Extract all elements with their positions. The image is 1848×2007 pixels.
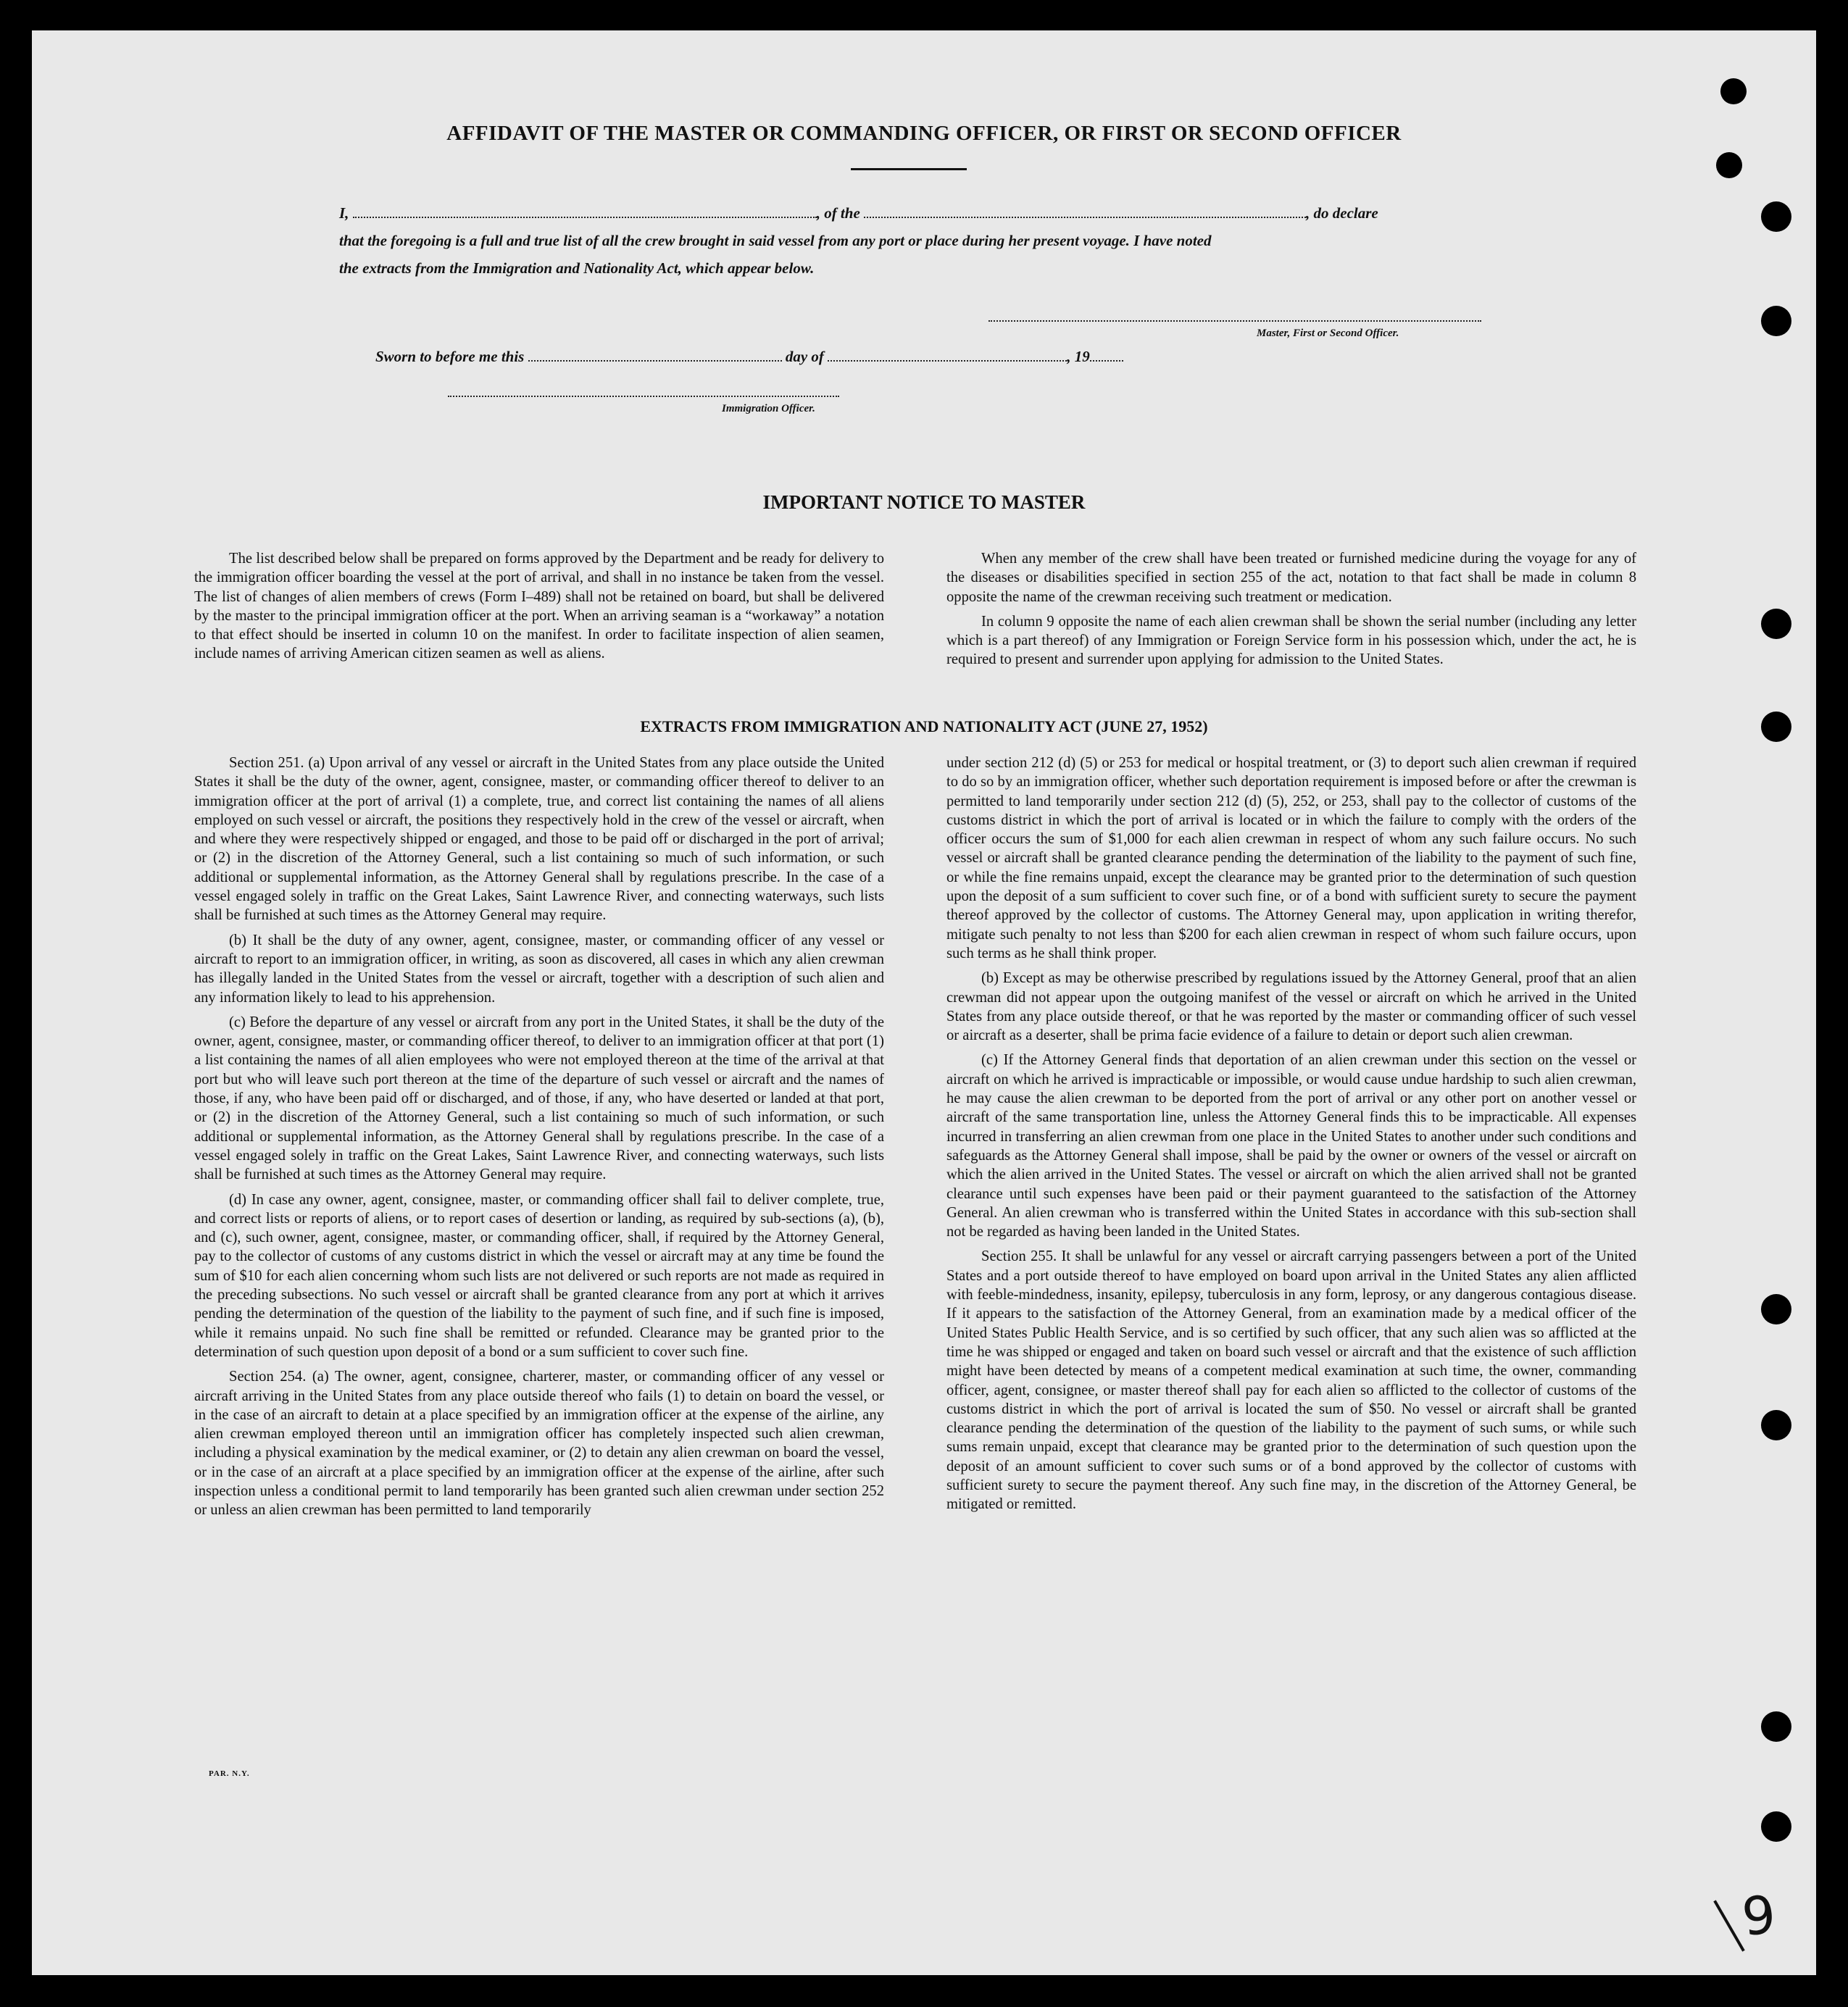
sworn-label: Sworn to before me this bbox=[375, 348, 525, 365]
title-underline bbox=[851, 168, 967, 170]
notice-right-paragraph-1: When any member of the crew shall have been treated or furnished medicine during the voyage for any of the diseases or disabilities specified in section 255 of the act, notation to that fact shall be made in column 8 opposite the name of the crewman receiving such treatment or medication. bbox=[946, 551, 1636, 605]
extracts-left-column bbox=[194, 754, 884, 1520]
notice-left-column bbox=[194, 549, 884, 664]
affidavit-title: AFFIDAVIT OF THE MASTER OR COMMANDING OFFICER, OR FIRST OR SECOND OFFICER bbox=[446, 122, 1402, 145]
section-254-c: (c) If the Attorney General finds that deportation of an alien crewman under this section on the vessel or aircraft on which he arrived is impracticable or impossible, or would cause undue hardship to such alien crewman, he may cause the alien crewman to be deported from the port of arrival or any other port on another vessel or aircraft of the same transportation line, unless the Attorney General finds this to be impracticable. All expenses incurred in transferring an alien crewman from one place in the United States to another under such conditions and safeguards as the Attorney General shall impose, shall be paid by the owner or owners of the vessel or aircraft on which the alien arrived in the United States. The vessel or aircraft on which the alien arrived shall not be granted clearance until such expenses have been paid or their payment guaranteed to the satisfaction of the Attorney General. An alien crewman who is transferred within the United States in accordance with this sub-section shall not be regarded as having been landed in the United States. bbox=[946, 1052, 1636, 1240]
printer-mark: PAR. N.Y. bbox=[209, 1769, 250, 1778]
do-declare-label: , do declare bbox=[1306, 204, 1378, 222]
declaration-line-3: the extracts from the Immigration and Nationality Act, which appear below. bbox=[339, 259, 815, 277]
name-blank[interactable] bbox=[353, 204, 817, 218]
section-251-d: (d) In case any owner, agent, consignee, master, or commanding officer shall fail to deliver complete, true, and correct lists or reports of aliens, or to report cases of desertion or landing, as required by sub-sections (a), (b), and (c), such owner, agent, consignee, master, or commanding officer, shall, if required by the Attorney General, pay to the collector of customs of any customs district in which the vessel or aircraft may at any time be found the sum of $10 for each alien concerning whom such lists are not delivered or such reports are not made as required in the preceding subsections. No such vessel or aircraft shall be granted clearance from any port at which it arrives pending the determination of the question of the liability to the payment of such fine, and if such fine is imposed, while it remains unpaid. No such fine shall be remitted or refunded. Clearance may be granted prior to the determination of such question upon deposit of a bond or a sum sufficient to cover such fine. bbox=[194, 1191, 884, 1360]
punch-hole bbox=[1761, 609, 1791, 639]
sworn-month-blank[interactable] bbox=[828, 347, 1067, 362]
section-251-b: (b) It shall be the duty of any owner, agent, consignee, master, or commanding officer of any vessel or aircraft to report to an immigration officer, in writing, as soon as discovered, all cases in which any alien crewman has illegally landed in the United States from the vessel or aircraft, together with a description of such alien and any information likely to lead to his apprehension. bbox=[194, 932, 884, 1006]
punch-hole bbox=[1761, 1711, 1791, 1742]
punch-hole bbox=[1716, 152, 1742, 178]
signature-label: Master, First or Second Officer. bbox=[1257, 327, 1399, 339]
punch-hole bbox=[1761, 1811, 1791, 1842]
notice-title: IMPORTANT NOTICE TO MASTER bbox=[762, 491, 1086, 513]
declare-i-label: I, bbox=[339, 204, 349, 222]
handwritten-page-mark: 9 bbox=[1739, 1883, 1779, 1948]
section-254-a-continued: under section 212 (d) (5) or 253 for medical or hospital treatment, or (3) to deport such alien crewman if required to do so by an immigration officer, whether such deportation requirement is imposed before or after the crewman is permitted to land temporarily under section 212 (d) (5), 252, or 253, shall pay to the collector of customs of the customs district in which the port of arrival is located or in which the failure to comply with the orders of the officer occurs the sum of $1,000 for each alien crewman in respect of whom any such failure occurs. No such vessel or aircraft shall be granted clearance pending the determination of the liability to the payment of such fine, or while the fine remains unpaid, except the clearance may be granted prior to the determination of such question upon the deposit of a sum sufficient to cover such fine, or of a bond with sufficient surety to secure the payment thereof approved by the collector of customs. The Attorney General may, upon application in writing therefor, mitigate such penalty to not less than $200 for each alien crewman in respect of whom such failure occurs, upon such terms as he shall think proper. bbox=[946, 755, 1636, 961]
punch-hole bbox=[1761, 712, 1791, 742]
extracts-right-column bbox=[946, 754, 1636, 1514]
punch-hole bbox=[1720, 78, 1747, 104]
punch-hole bbox=[1761, 306, 1791, 336]
declaration-line-1 bbox=[339, 200, 1513, 227]
section-254-a: Section 254. (a) The owner, agent, consignee, charterer, master, or commanding officer of any vessel or aircraft arriving in the United States from any place outside thereof who fails (1) to detain on board the vessel, or in the case of an aircraft to detain at a place specified by an immigration officer at the expense of the airline, any alien crewman employed thereon until an immigration officer has completely inspected such alien crewman, including a physical examination by the medical examiner, or (2) to detain any alien crewman on board the vessel, or in the case of an aircraft at a place specified by an immigration officer at the expense of the airline, after such inspection unless a conditional permit to land temporarily has been granted such alien crewman under section 252 or unless an alien crewman has been permitted to land temporarily bbox=[194, 1369, 884, 1519]
notice-right-paragraph-2: In column 9 opposite the name of each alien crewman shall be shown the serial number (including any letter which is a part thereof) of any Immigration or Foreign Service form in his possession which, under the act, he is required to present and surrender upon applying for admission to the United States. bbox=[946, 613, 1636, 668]
declaration-line-2: that the foregoing is a full and true list of all the crew brought in said vessel from any port or place during her present voyage. I have noted bbox=[339, 232, 1212, 249]
section-251-c: (c) Before the departure of any vessel or aircraft from any port in the United States, it shall be the duty of the owner, agent, consignee, master, or commanding officer thereof, to deliver to an immigration officer at that port (1) a list containing the names of all alien employees who were not employed thereon at the time of the arrival at that port but who will leave such port thereon at the time of the departure of such vessel or aircraft and the names of those, if any, who have been paid off or discharged, and of those, if any, who have deserted or landed at that port, or (2) in the discretion of the Attorney General, such a list containing so much of such information, or such additional or supplemental information, as the Attorney General shall by regulations prescribe. In the case of a vessel engaged solely in traffic on the Great Lakes, Saint Lawrence River, and connecting waterways, such lists shall be furnished at such times as the Attorney General may require. bbox=[194, 1014, 884, 1183]
officer-signature-blank[interactable] bbox=[448, 396, 839, 397]
notice-left-paragraph: The list described below shall be prepared on forms approved by the Department and be ready for delivery to the immigration officer boarding the vessel at the port of arrival, and shall in no instance be taken from the vessel. The list of changes of alien members of crews (Form I–489) shall not be retained on board, but shall be delivered by the master to the principal immigration officer at the port. When an arriving seaman is a “workaway” a notation to that effect should be inserted in column 10 on the manifest. In order to facilitate inspection of alien seamen, include names of arriving American citizen seamen as well as aliens. bbox=[194, 551, 884, 662]
punch-hole bbox=[1761, 1410, 1791, 1440]
vessel-blank[interactable] bbox=[864, 204, 1306, 218]
year-label: , 19 bbox=[1067, 348, 1090, 365]
punch-hole bbox=[1761, 1294, 1791, 1324]
section-251-a: Section 251. (a) Upon arrival of any vessel or aircraft in the United States from any place outside the United States it shall be the duty of the owner, agent, consignee, master, or commanding officer thereof to deliver to an immigration officer at the port of arrival (1) a complete, true, and correct list containing the names of all aliens employed on such vessel or aircraft, the positions they respectively hold in the crew of the vessel or aircraft, when and where they were respectively shipped or engaged, and those to be paid off or discharged in the port of arrival; or (2) in the discretion of the Attorney General, such a list containing so much of such information, or such additional or supplemental information, as the Attorney General shall by regulations prescribe. In the case of a vessel engaged solely in traffic on the Great Lakes, Saint Lawrence River, and connecting waterways, such lists shall be furnished at such times as the Attorney General may require. bbox=[194, 755, 884, 924]
punch-hole bbox=[1761, 201, 1791, 232]
handwritten-stroke bbox=[1713, 1900, 1744, 1951]
section-255: Section 255. It shall be unlawful for any vessel or aircraft carrying passengers between a port of the United States and a port outside thereof to have employed on board upon arrival in the United States any alien afflicted with feeble-mindedness, insanity, epilepsy, tuberculosis in any form, leprosy, or any dangerous contagious disease. If it appears to the satisfaction of the Attorney General, from an examination made by a medical officer of the United States Public Health Service, and is so certified by such officer, that any such alien was so afflicted at the time he was shipped or engaged and taken on board such vessel or aircraft and that the existence of such affliction might have been detected by means of a competent medical examination at such time, the owner, commanding officer, agent, consignee, or master thereof shall pay for each alien so afflicted to the collector of customs of the customs district in which the port of arrival is located the sum of $50. No vessel or aircraft shall be granted clearance pending the determination of the question of the liability to the payment of such sums, or while such sums remain unpaid, except that clearance may be granted prior to the determination of such question upon the deposit of an amount sufficient to cover such sums or of a bond approved by the collector of customs with sufficient surety to secure the payment thereof. Any such fine may, in the discretion of the Attorney General, be mitigated or remitted. bbox=[946, 1248, 1636, 1513]
sworn-line bbox=[375, 343, 1123, 370]
officer-label: Immigration Officer. bbox=[722, 403, 815, 414]
day-of-label: day of bbox=[785, 348, 824, 365]
notice-right-column bbox=[946, 549, 1636, 669]
section-254-b: (b) Except as may be otherwise prescribed by regulations issued by the Attorney General, proof that an alien crewman did not appear upon the outgoing manifest of the vessel or aircraft on which he arrived in the United States from any place outside thereof, or that he was reported by the master or commanding officer of such vessel or aircraft as a deserter, shall be prima facie evidence of a failure to detain or deport such alien crewman. bbox=[946, 970, 1636, 1044]
of-the-label: , of the bbox=[816, 204, 860, 222]
year-blank[interactable] bbox=[1090, 347, 1123, 362]
document-page bbox=[32, 30, 1816, 1975]
extracts-title: EXTRACTS FROM IMMIGRATION AND NATIONALITY ACT (JUNE 27, 1952) bbox=[640, 717, 1208, 735]
signature-blank[interactable] bbox=[988, 320, 1481, 322]
sworn-day-blank[interactable] bbox=[528, 347, 782, 362]
